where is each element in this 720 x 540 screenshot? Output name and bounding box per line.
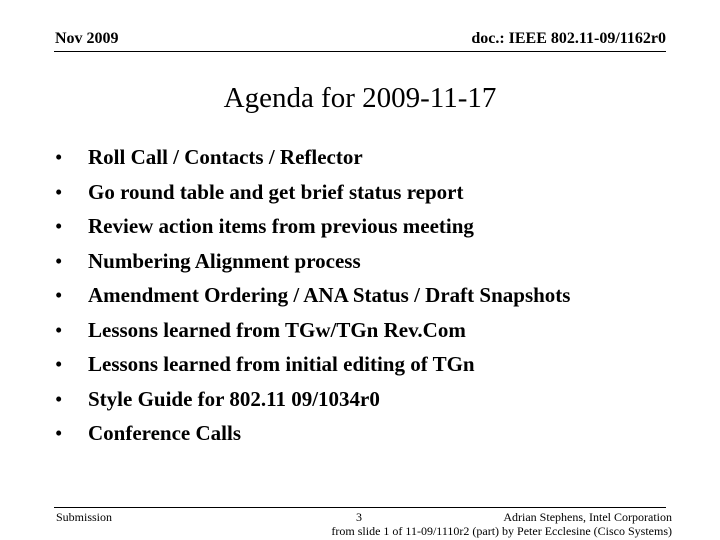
agenda-item-text: Lessons learned from TGw/TGn Rev.Com	[88, 317, 466, 342]
bullet-icon: •	[55, 421, 63, 445]
agenda-item-text: Style Guide for 802.11 09/1034r0	[88, 386, 380, 411]
bullet-icon: •	[55, 179, 63, 204]
agenda-item-text: Lessons learned from initial editing of TGn	[88, 352, 475, 376]
bullet-icon: •	[55, 145, 63, 169]
header-doc-id: doc.: IEEE 802.11-09/1162r0	[471, 30, 666, 47]
header-date: Nov 2009	[55, 30, 119, 47]
agenda-item-text: Review action items from previous meeting	[88, 214, 474, 238]
bullet-icon: •	[55, 317, 63, 342]
agenda-item-text: Conference Calls	[88, 421, 241, 445]
slide-title: Agenda for 2009-11-17	[223, 82, 497, 114]
agenda-item-text: Numbering Alignment process	[88, 248, 361, 273]
bullet-icon: •	[55, 214, 63, 238]
footer-source-note: from slide 1 of 11-09/1110r2 (part) by Peter Ecclesine (Cisco Systems)	[331, 524, 672, 538]
footer-page-number: 3	[356, 510, 362, 524]
header-divider	[54, 51, 666, 52]
bullet-icon: •	[55, 352, 63, 376]
footer-divider	[54, 507, 666, 508]
agenda-item-text: Amendment Ordering / ANA Status / Draft Snapshots	[88, 283, 571, 307]
bullet-icon: •	[55, 386, 63, 411]
bullet-icon: •	[55, 283, 63, 307]
agenda-item-text: Roll Call / Contacts / Reflector	[88, 145, 363, 169]
footer-author: Adrian Stephens, Intel Corporation	[503, 510, 672, 524]
footer-submission: Submission	[56, 510, 113, 524]
bullet-icon: •	[55, 248, 63, 273]
agenda-item-text: Go round table and get brief status report	[88, 179, 464, 204]
